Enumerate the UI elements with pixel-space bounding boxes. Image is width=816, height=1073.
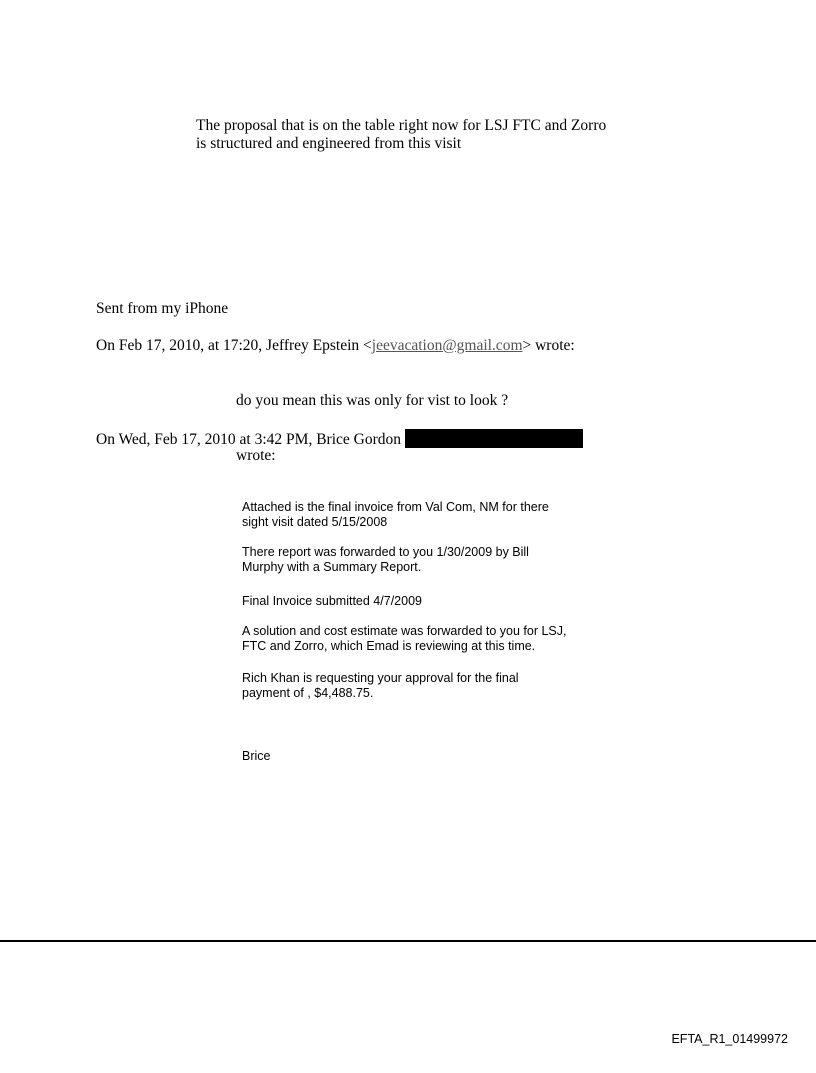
sent-from-signature: Sent from my iPhone bbox=[96, 300, 229, 317]
top-message-line-2: is structured and engineered from this visit bbox=[196, 135, 462, 152]
reply-message: do you mean this was only for vist to look ? bbox=[236, 392, 509, 409]
document-id: EFTA_R1_01499972 bbox=[671, 1032, 788, 1046]
p2-line-1: There report was forwarded to you 1/30/2009 by Bill bbox=[242, 545, 529, 559]
original-email-sign bbox=[242, 749, 270, 764]
original-email-p3 bbox=[242, 594, 422, 609]
p4-line-2: FTC and Zorro, which Emad is reviewing at this time. bbox=[242, 639, 536, 653]
original-email-p2 bbox=[242, 545, 529, 575]
quote-header-gordon-wrote: wrote: bbox=[236, 447, 276, 464]
redaction-box bbox=[405, 429, 583, 448]
quote-header-suffix: > wrote: bbox=[522, 337, 575, 354]
p5-line-2: payment of , $4,488.75. bbox=[242, 686, 374, 700]
quote-header-gordon bbox=[96, 429, 583, 449]
top-message bbox=[196, 117, 606, 153]
p3-line-1: Final Invoice submitted 4/7/2009 bbox=[242, 594, 422, 608]
p1-line-2: sight visit dated 5/15/2008 bbox=[242, 515, 388, 529]
sign-name: Brice bbox=[242, 749, 271, 763]
email-link[interactable]: jeevacation@gmail.com bbox=[371, 337, 523, 354]
original-email-body bbox=[242, 500, 549, 530]
p5-line-1: Rich Khan is requesting your approval for the final bbox=[242, 671, 519, 685]
page-divider bbox=[0, 940, 816, 942]
quote-header-epstein bbox=[96, 337, 575, 355]
top-message-line-1: The proposal that is on the table right now for LSJ FTC and Zorro bbox=[196, 117, 607, 134]
quote-header-gordon-text: On Wed, Feb 17, 2010 at 3:42 PM, Brice Gordon bbox=[96, 431, 401, 448]
p1-line-1: Attached is the final invoice from Val Com, NM for there bbox=[242, 500, 549, 514]
quote-header-prefix: On Feb 17, 2010, at 17:20, Jeffrey Epstein < bbox=[96, 337, 372, 354]
original-email-p5 bbox=[242, 671, 519, 701]
original-email-p4 bbox=[242, 624, 566, 654]
p4-line-1: A solution and cost estimate was forwarded to you for LSJ, bbox=[242, 624, 567, 638]
p2-line-2: Murphy with a Summary Report. bbox=[242, 560, 422, 574]
